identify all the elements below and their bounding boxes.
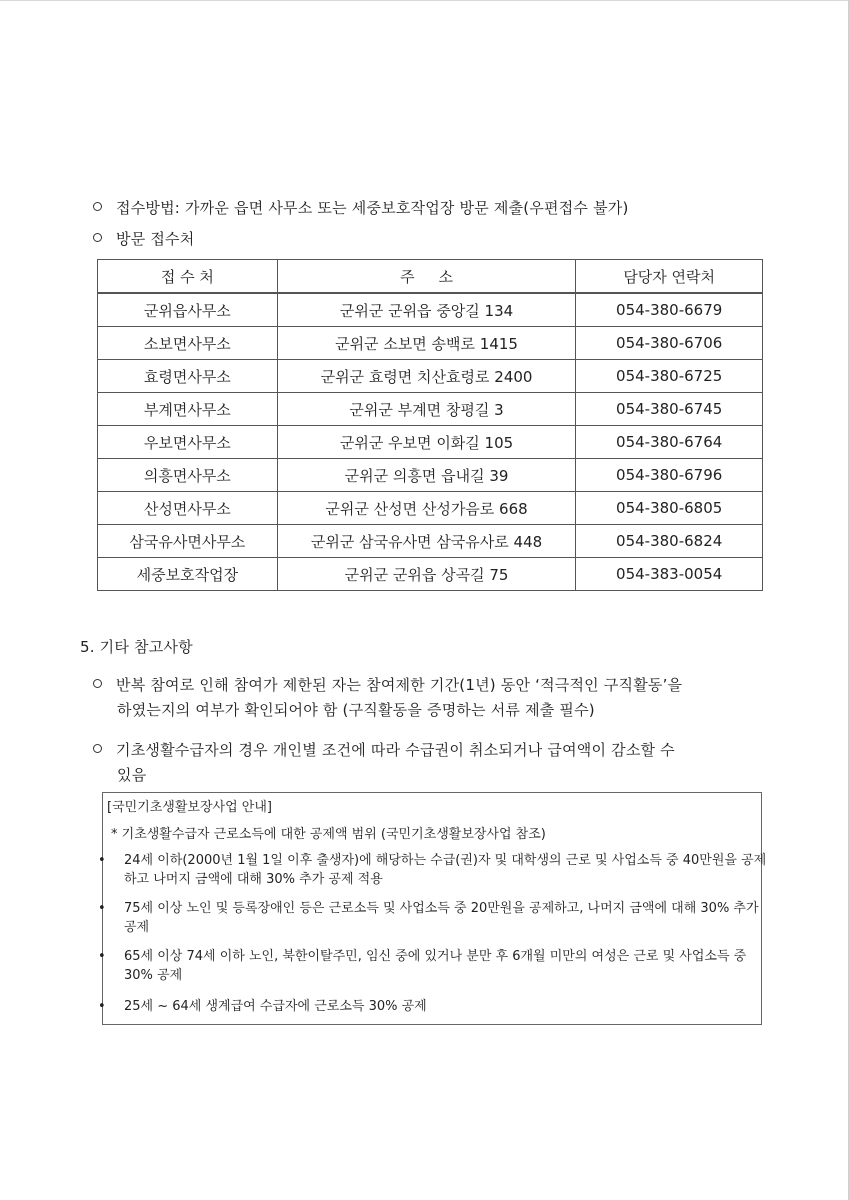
- bullet-dot-icon: •: [98, 949, 106, 964]
- notice-item-text: 65세 이상 74세 이하 노인, 북한이탈주민, 임신 중에 있거나 분만 후 6개월 미만의 여성은 근로 및 사업소득 중 30% 공제: [124, 949, 747, 983]
- office-cell: 부계면사무소: [98, 393, 278, 426]
- bullet-dot-icon: •: [98, 999, 106, 1014]
- notice-item: [98, 997, 772, 1016]
- bullet-1-text-2: 하였는지의 여부가 확인되어야 함 (구직활동을 증명하는 서류 제출 필수): [117, 701, 595, 719]
- method-line: [93, 198, 629, 218]
- notice-item-text: 75세 이상 노인 및 등록장애인 등은 근로소득 및 사업소득 중 20만원을 공제하고, 나머지 금액에 대해 30% 추가 공제: [124, 901, 759, 935]
- office-cell: 세중보호작업장: [98, 558, 278, 591]
- notice-item: [98, 899, 772, 937]
- office-cell: 의흥면사무소: [98, 459, 278, 492]
- table-row: [98, 293, 763, 327]
- notice-item-text: 25세 ~ 64세 생계급여 수급자에 근로소득 30% 공제: [124, 999, 427, 1014]
- notice-item: [98, 947, 772, 985]
- visit-title-line: [93, 229, 194, 249]
- table-row: [98, 525, 763, 558]
- visit-title: 방문 접수처: [116, 230, 195, 248]
- header-office: 접 수 처: [98, 260, 278, 294]
- section-5-heading: 5. 기타 참고사항: [80, 638, 193, 656]
- office-cell: 소보면사무소: [98, 327, 278, 360]
- method-text: 접수방법: 가까운 읍면 사무소 또는 세중보호작업장 방문 제출(우편접수 불가): [116, 199, 629, 217]
- office-cell: 효령면사무소: [98, 360, 278, 393]
- bullet-dot-icon: •: [98, 853, 106, 868]
- bullet-dot-icon: •: [98, 901, 106, 916]
- phone-cell: 054-380-6805: [576, 492, 763, 525]
- address-cell: 군위군 의흥면 읍내길 39: [277, 459, 576, 492]
- address-cell: 군위군 군위읍 중앙길 134: [277, 293, 576, 327]
- notice-title: [국민기초생활보장사업 안내]: [107, 800, 272, 815]
- table-row: [98, 426, 763, 459]
- address-cell: 군위군 소보면 송백로 1415: [277, 327, 576, 360]
- table-row: [98, 393, 763, 426]
- bullet-1-line-1: [93, 675, 682, 695]
- address-cell: 군위군 효령면 치산효령로 2400: [277, 360, 576, 393]
- address-cell: 군위군 우보면 이화길 105: [277, 426, 576, 459]
- bullet-2-line-1: [93, 740, 675, 760]
- header-contact: 담당자 연락처: [576, 260, 763, 294]
- phone-cell: 054-380-6725: [576, 360, 763, 393]
- phone-cell: 054-380-6679: [576, 293, 763, 327]
- notice-star-line: * 기초생활수급자 근로소득에 대한 공제액 범위 (국민기초생활보장사업 참조): [111, 827, 546, 842]
- address-cell: 군위군 군위읍 상곡길 75: [277, 558, 576, 591]
- office-cell: 삼국유사면사무소: [98, 525, 278, 558]
- office-cell: 군위읍사무소: [98, 293, 278, 327]
- circle-bullet-icon: [93, 202, 102, 211]
- notice-item-text: 24세 이하(2000년 1월 1일 이후 출생자)에 해당하는 수급(권)자 및 대학생의 근로 및 사업소득 중 40만원을 공제하고 나머지 금액에 대해 30% 추가 공제 적용: [124, 853, 767, 887]
- phone-cell: 054-380-6706: [576, 327, 763, 360]
- circle-bullet-icon: [93, 679, 102, 688]
- circle-bullet-icon: [93, 233, 102, 242]
- table-row: [98, 492, 763, 525]
- table-row: [98, 360, 763, 393]
- table-header-row: [98, 260, 763, 294]
- table-row: [98, 327, 763, 360]
- circle-bullet-icon: [93, 744, 102, 753]
- notice-item: [98, 851, 772, 889]
- address-cell: 군위군 산성면 산성가음로 668: [277, 492, 576, 525]
- phone-cell: 054-383-0054: [576, 558, 763, 591]
- office-cell: 산성면사무소: [98, 492, 278, 525]
- reception-table: [97, 259, 763, 591]
- bullet-2-text-2: 있음: [117, 766, 147, 784]
- notice-box: [98, 792, 767, 1025]
- phone-cell: 054-380-6745: [576, 393, 763, 426]
- bullet-2-text-1: 기초생활수급자의 경우 개인별 조건에 따라 수급권이 취소되거나 급여액이 감소할 수: [116, 741, 675, 759]
- phone-cell: 054-380-6796: [576, 459, 763, 492]
- header-address: 주 소: [277, 260, 576, 294]
- address-cell: 군위군 부계면 창평길 3: [277, 393, 576, 426]
- bullet-1-text-1: 반복 참여로 인해 참여가 제한된 자는 참여제한 기간(1년) 동안 ‘적극적인 구직활동’을: [116, 676, 683, 694]
- address-cell: 군위군 삼국유사면 삼국유사로 448: [277, 525, 576, 558]
- office-cell: 우보면사무소: [98, 426, 278, 459]
- table-row: [98, 558, 763, 591]
- phone-cell: 054-380-6764: [576, 426, 763, 459]
- table-row: [98, 459, 763, 492]
- phone-cell: 054-380-6824: [576, 525, 763, 558]
